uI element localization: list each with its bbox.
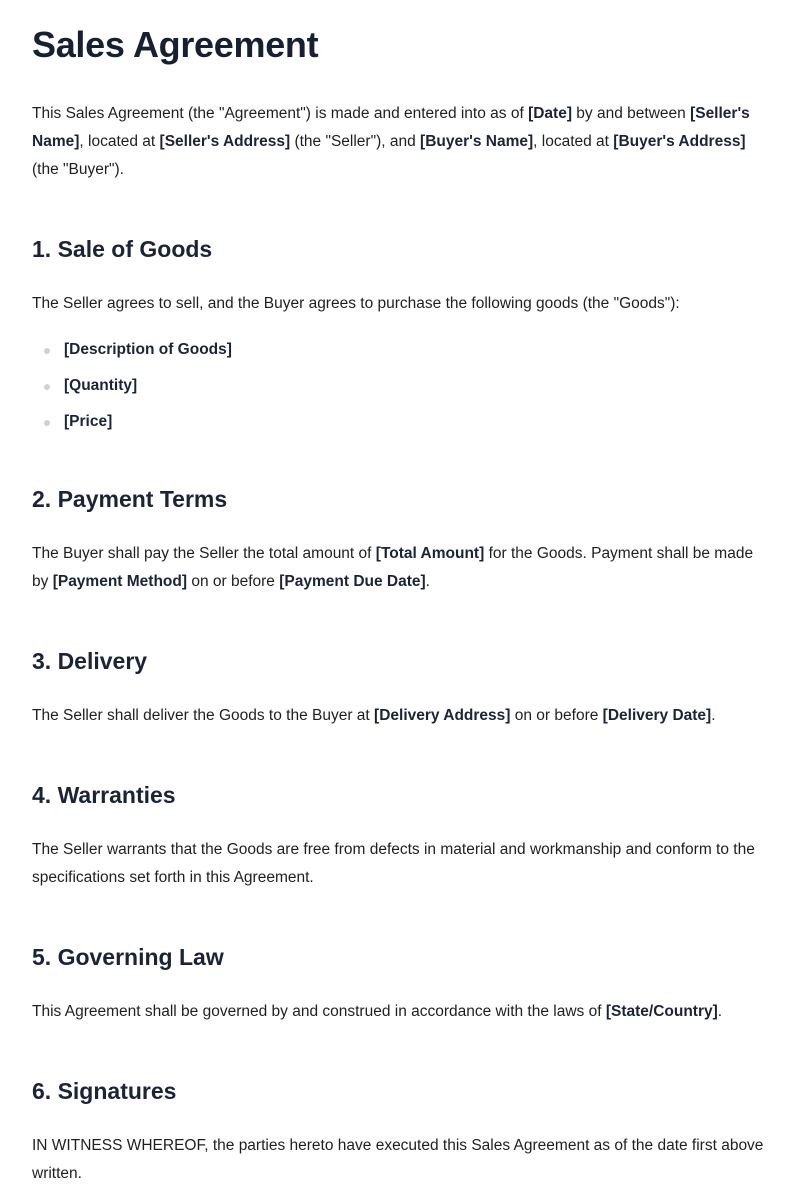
text-run: . bbox=[717, 1003, 723, 1020]
bullet-icon bbox=[44, 420, 50, 426]
section-delivery bbox=[32, 646, 768, 730]
section-payment-terms bbox=[32, 484, 768, 596]
total-amount-placeholder: [Total Amount] bbox=[375, 545, 485, 562]
seller-name-placeholder: [Seller's Name] bbox=[32, 105, 750, 150]
list-item bbox=[32, 374, 768, 398]
intro-text: (the "Seller"), and bbox=[290, 133, 421, 150]
state-country-placeholder: [State/Country] bbox=[605, 1003, 718, 1020]
description-of-goods-placeholder: [Description of Goods] bbox=[64, 341, 232, 358]
section-text bbox=[32, 702, 768, 730]
buyer-name-placeholder: [Buyer's Name] bbox=[420, 133, 534, 150]
intro-text: This Sales Agreement (the "Agreement") is made and entered into as of bbox=[32, 105, 529, 122]
section-text: The Seller warrants that the Goods are free from defects in material and workmanship and conform to the specifications set forth in this Agreement. bbox=[32, 841, 755, 886]
text-run: . bbox=[425, 573, 430, 590]
section-sale-of-goods bbox=[32, 234, 768, 434]
list-item bbox=[32, 410, 768, 434]
text-run: The Seller shall deliver the Goods to the Buyer at bbox=[32, 707, 375, 724]
text-run: on or before bbox=[510, 707, 603, 724]
seller-address-placeholder: [Seller's Address] bbox=[159, 133, 291, 150]
section-warranties bbox=[32, 780, 768, 892]
bullet-icon bbox=[44, 348, 50, 354]
delivery-date-placeholder: [Delivery Date] bbox=[602, 707, 712, 724]
section-text: The Seller agrees to sell, and the Buyer agrees to purchase the following goods (the "Goods"): bbox=[32, 295, 680, 312]
section-heading: 5. Governing Law bbox=[32, 944, 224, 970]
section-heading: 2. Payment Terms bbox=[32, 486, 228, 512]
goods-list bbox=[32, 338, 768, 434]
section-heading: 3. Delivery bbox=[32, 648, 148, 674]
section-text bbox=[32, 540, 768, 596]
section-heading: 1. Sale of Goods bbox=[32, 236, 213, 262]
bullet-icon bbox=[44, 384, 50, 390]
payment-method-placeholder: [Payment Method] bbox=[52, 573, 188, 590]
section-signatures bbox=[32, 1076, 768, 1188]
text-run: on or before bbox=[187, 573, 280, 590]
quantity-placeholder: [Quantity] bbox=[64, 377, 138, 394]
page-title: Sales Agreement bbox=[32, 24, 319, 65]
text-run: . bbox=[711, 707, 716, 724]
list-item bbox=[32, 338, 768, 362]
intro-text: (the "Buyer"). bbox=[32, 161, 124, 178]
text-run: This Agreement shall be governed by and construed in accordance with the laws of bbox=[32, 1003, 606, 1020]
text-run: The Buyer shall pay the Seller the total amount of bbox=[32, 545, 376, 562]
price-placeholder: [Price] bbox=[64, 413, 113, 430]
delivery-address-placeholder: [Delivery Address] bbox=[374, 707, 511, 724]
intro-paragraph bbox=[32, 100, 768, 184]
text-run: for the Goods. Payment shall be made by bbox=[32, 545, 754, 590]
intro-text: , located at bbox=[533, 133, 614, 150]
section-heading: 4. Warranties bbox=[32, 782, 176, 808]
section-governing-law bbox=[32, 942, 768, 1026]
section-heading: 6. Signatures bbox=[32, 1078, 177, 1104]
section-text: IN WITNESS WHEREOF, the parties hereto have executed this Sales Agreement as of the date first above written. bbox=[32, 1137, 764, 1182]
intro-text: , located at bbox=[79, 133, 160, 150]
intro-text: by and between bbox=[572, 105, 691, 122]
payment-due-date-placeholder: [Payment Due Date] bbox=[279, 573, 426, 590]
buyer-address-placeholder: [Buyer's Address] bbox=[613, 133, 746, 150]
section-text bbox=[32, 998, 768, 1026]
date-placeholder: [Date] bbox=[528, 105, 572, 122]
